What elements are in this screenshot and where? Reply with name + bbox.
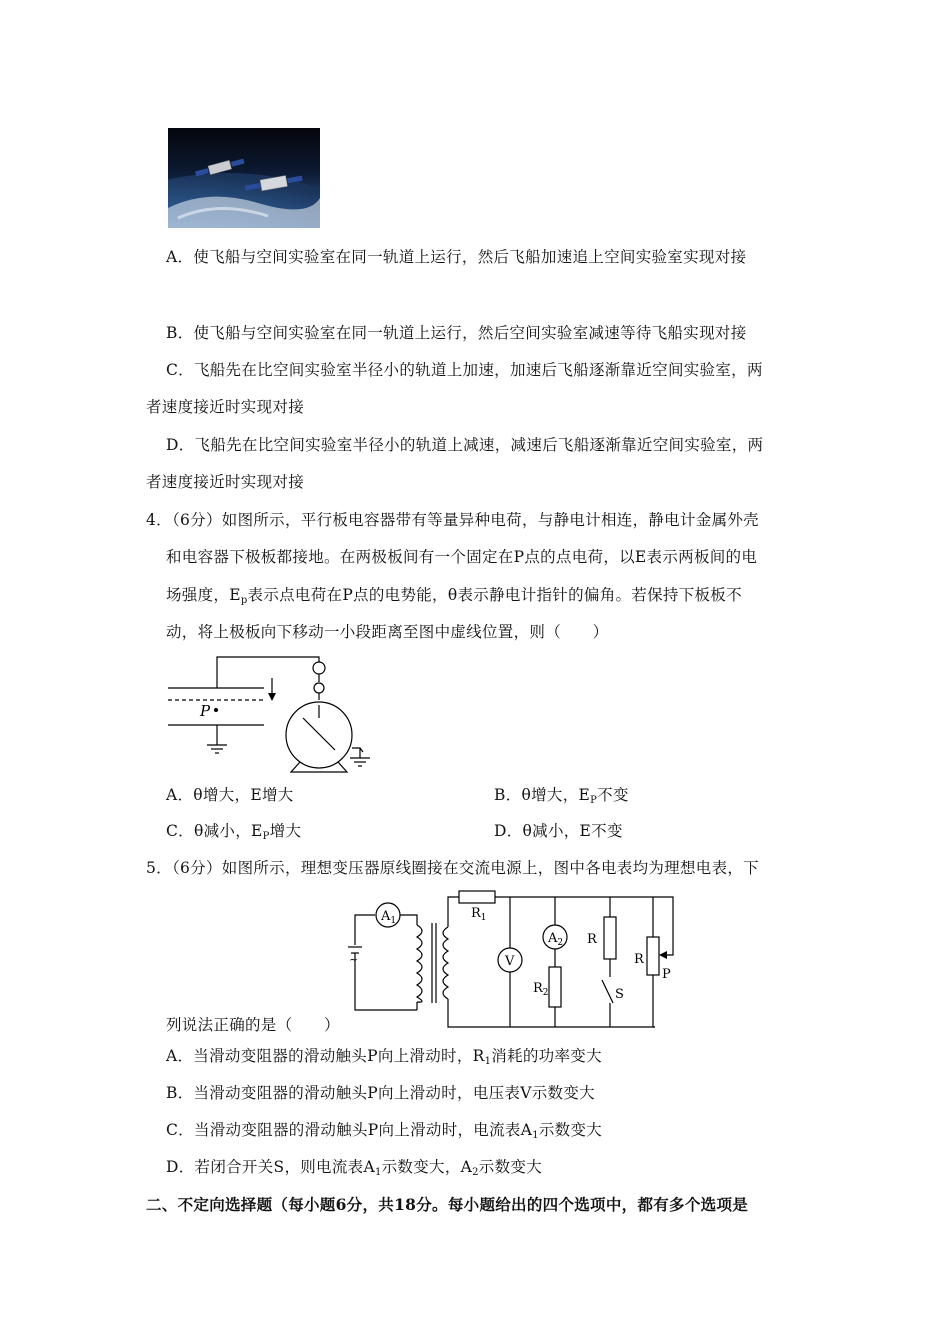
slider-arrow-icon [659, 951, 667, 959]
q3-option-d-line2: 者速度接近时实现对接 [146, 473, 305, 491]
q3-option-c-line1: C．飞船先在比空间实验室半径小的轨道上加速，加速后飞船逐渐靠近空间实验室，两 [166, 361, 763, 379]
down-arrow-icon [268, 693, 276, 701]
point-charge-dot [214, 708, 218, 712]
q3-option-c-line2: 者速度接近时实现对接 [146, 398, 305, 416]
svg-text:R1: $R_1$ [471, 906, 487, 923]
resistor-r2 [549, 967, 561, 1007]
q3-option-b: B．使飞船与空间实验室在同一轨道上运行，然后空间实验室减速等待飞船实现对接 [166, 324, 747, 342]
transformer-circuit-diagram [345, 885, 685, 1039]
svg-text:R: R [587, 932, 597, 947]
svg-text:A2: $A_2$ [548, 931, 564, 948]
svg-text:V: V [505, 954, 515, 969]
svg-text:R: R [634, 952, 644, 967]
capacitor-electroscope-diagram [160, 650, 390, 779]
q3-option-a: A．使飞船与空间实验室在同一轨道上运行，然后飞船加速追上空间实验室实现对接 [166, 248, 747, 266]
q4-stem-line2: 和电容器下极板都接地。在两极板间有一个固定在P点的点电荷，以E表示两板间的电 [166, 548, 758, 566]
q4-option-b: B．θ增大，$E_P$不变 [494, 786, 629, 806]
q5-option-b: B．当滑动变阻器的滑动触头P向上滑动时，电压表V示数变大 [166, 1084, 595, 1102]
section-2-heading: 二、不定向选择题（每小题6分，共18分。每小题给出的四个选项中，都有多个选项是 [146, 1195, 749, 1214]
spacecraft-docking-photo [168, 128, 320, 228]
svg-text:A1: $A_1$ [381, 909, 397, 926]
q4-stem-line1: 4．（6分）如图所示，平行板电容器带有等量异种电荷，与静电计相连，静电计金属外壳 [146, 511, 759, 529]
q4-option-c: C．θ减小，$E_P$增大 [166, 822, 302, 842]
q3-option-d-line1: D．飞船先在比空间实验室半径小的轨道上减速，减速后飞船逐渐靠近空间实验室，两 [166, 436, 764, 454]
switch-s [602, 980, 613, 1003]
q4-option-d: D．θ减小，E不变 [494, 822, 623, 840]
rheostat-r [647, 937, 659, 975]
q4-option-a: A．θ增大，E增大 [166, 786, 294, 804]
svg-text:~: ~ [349, 953, 359, 966]
svg-text:R2: $R_2$ [533, 981, 549, 998]
q4-stem-line4: 动，将上极板向下移动一小段距离至图中虚线位置，则（ ） [166, 623, 609, 641]
point-p-label: P [200, 702, 211, 720]
resistor-r1 [459, 891, 495, 903]
q4-stem-line3: 场强度，$E_p$表示点电荷在P点的电势能，θ表示静电计指针的偏角。若保持下板板不 [166, 586, 742, 606]
q5-stem-line1: 5．（6分）如图所示，理想变压器原线圈接在交流电源上，图中各电表均为理想电表，下 [146, 859, 759, 877]
svg-text:S: S [615, 987, 624, 1002]
resistor-r-fixed [604, 917, 616, 959]
q5-option-c: C．当滑动变阻器的滑动触头P向上滑动时，电流表$A_1$示数变大 [166, 1121, 603, 1141]
q5-option-d: D．若闭合开关S，则电流表$A_1$示数变大，$A_2$示数变大 [166, 1158, 542, 1178]
q5-option-a: A．当滑动变阻器的滑动触头P向上滑动时，$R_1$消耗的功率变大 [166, 1047, 602, 1067]
svg-text:P: P [662, 967, 671, 982]
q5-stem-line2: 列说法正确的是（ ） [166, 1016, 340, 1034]
